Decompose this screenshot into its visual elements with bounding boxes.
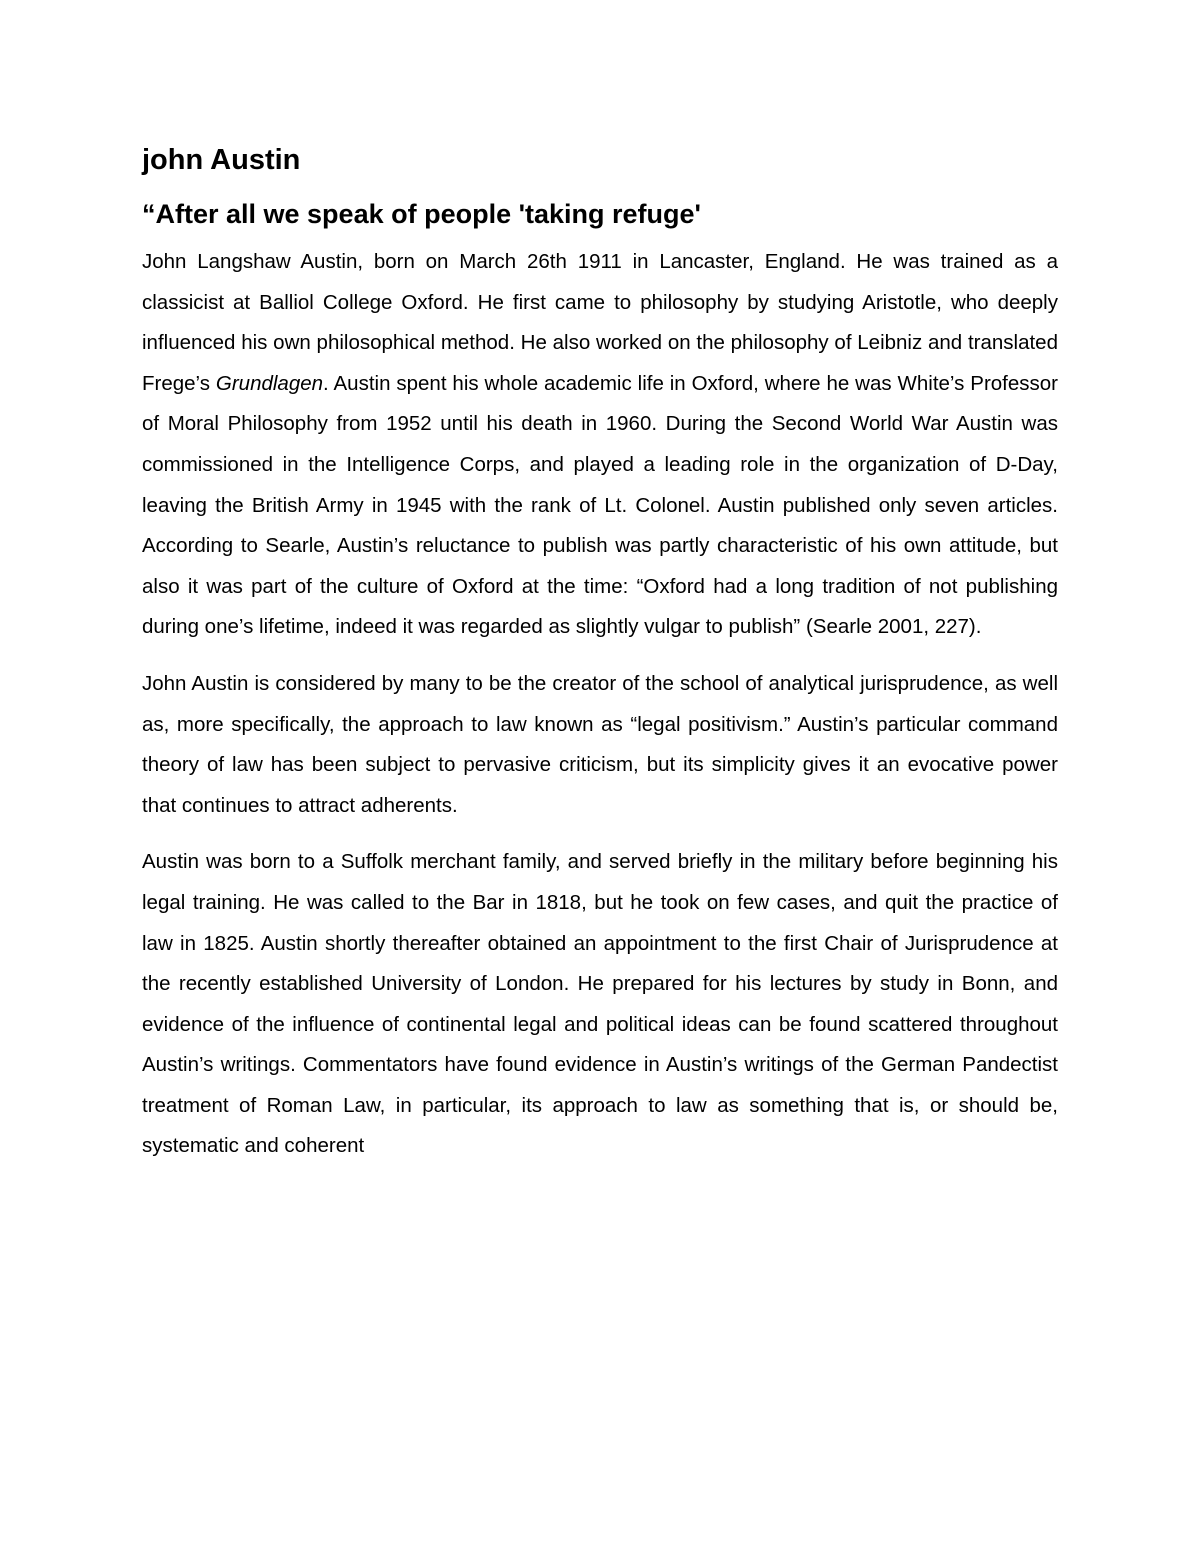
grundlagen-italic: Grundlagen — [215, 371, 324, 395]
paragraph-biography-text-1: John Langshaw Austin, born on March 26th 1911 in Lancaster, England. He was trained as a classicist at Balliol College Oxford. He first came to philosophy by studying Aristotle, who deeply influenced his own philosophical method. He also worked on the philosophy of Leibniz and translated Frege’s — [142, 250, 1058, 395]
document-title: john Austin — [142, 144, 301, 176]
document-subtitle: “After all we speak of people 'taking refuge' — [142, 199, 701, 229]
paragraph-biography — [142, 242, 1058, 648]
paragraph-jurisprudence: John Austin is considered by many to be the creator of the school of analytical jurisprudence, as well as, more specifically, the approach to law known as “legal positivism.” Austin’s particular command theory of law has been subject to pervasive criticism, but its simplicity gives it an evocative power that continues to attract adherents. — [142, 671, 1058, 817]
document-page — [142, 138, 1058, 1167]
paragraph-biography-text-2: . Austin spent his whole academic life in Oxford, where he was White’s Professor of Moral Philosophy from 1952 until his death in 1960. During the Second World War Austin was commissioned in the Intelligence Corps, and played a leading role in the organization of D-Day, leaving the British Army in 1945 with the rank of Lt. Colonel. Austin published only seven articles. According to Searle, Austin’s reluctance to publish was partly characteristic of his own attitude, but also it was part of the culture of Oxford at the time: “Oxford had a long tradition of not publishing during one’s lifetime, indeed it was regarded as slightly vulgar to publish” (Searle 2001, 227). — [142, 371, 1058, 639]
paragraph-career: Austin was born to a Suffolk merchant family, and served briefly in the military before beginning his legal training. He was called to the Bar in 1818, but he took on few cases, and quit the practice of law in 1825. Austin shortly thereafter obtained an appointment to the first Chair of Jurisprudence at the recently established University of London. He prepared for his lectures by study in Bonn, and evidence of the influence of continental legal and political ideas can be found scattered throughout Austin’s writings. Commentators have found evidence in Austin’s writings of the German Pandectist treatment of Roman Law, in particular, its approach to law as something that is, or should be, systematic and coherent — [142, 850, 1058, 1158]
